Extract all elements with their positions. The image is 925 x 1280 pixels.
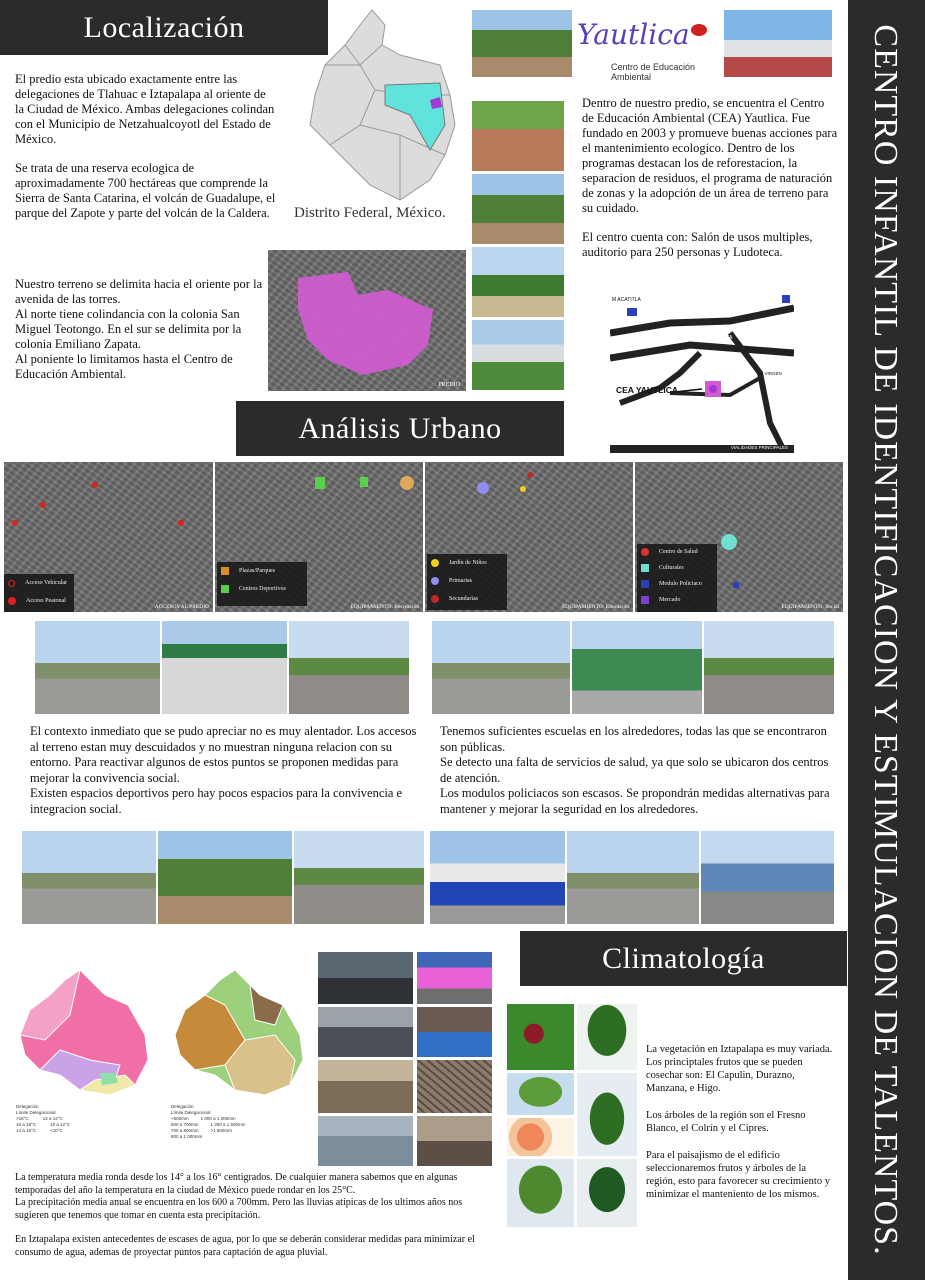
- veg-p1: La vegetación en Iztapalapa es muy variada. Los principtales frutos que se pueden cosechar son: El Capulin, Durazno, Manzana, e Higo.: [646, 1044, 833, 1094]
- panel-caption: ACCESOS AL PREDIO: [154, 604, 209, 610]
- street-photo: [704, 621, 834, 714]
- legend-row: [217, 580, 307, 598]
- temp-legend-item: Límite Delegacional: [16, 1110, 56, 1115]
- roads-label-zaragoza: ZARAGOZA: [705, 335, 733, 341]
- photo-cea-2: [472, 101, 564, 171]
- analisis-left-p1: El contexto inmediato que se pudo apreciar no es muy alentador. Los accesos al terreno estan muy descuidados y no muestran ninguna relacion con su entorno. Para reactivar algunos de estos puntos se proponen medidas para mejorar la convivencia social.: [30, 724, 417, 785]
- legend-label: Acceso Vehicular: [25, 580, 68, 586]
- photo-cea-3: [472, 174, 564, 244]
- analysis-panel-recreacion: [215, 462, 423, 612]
- photo-cea-5: [472, 320, 564, 390]
- park-marker: [360, 477, 368, 487]
- photo-cea-1: [472, 10, 572, 77]
- tree-photo: [577, 1004, 637, 1070]
- legend-row: [427, 554, 507, 572]
- rain-legend-item: 700 a 800mm: [171, 1128, 199, 1133]
- rain-photo: [318, 1007, 413, 1057]
- rain-legend-item: 1 300 a 1 500mm: [210, 1122, 246, 1127]
- street-photo: [158, 831, 292, 924]
- legend-swatch: [431, 595, 439, 603]
- legend-swatch: [221, 585, 229, 593]
- terreno-line-2: Al norte tiene colindancia con la colonia San Miguel Teotongo. En el sur se delimita por la colonia Emiliano Zapata.: [15, 307, 242, 351]
- rain-legend-item: <600mm: [171, 1116, 189, 1121]
- yautlica-logo-text: Yautlica: [577, 18, 690, 51]
- photo-cea-building: [724, 10, 832, 77]
- street-photo: [567, 831, 699, 924]
- analysis-panel-educacion: [425, 462, 633, 612]
- predio-satellite: [268, 250, 466, 391]
- legend-row: [4, 592, 74, 610]
- flood-photo: [318, 1060, 413, 1113]
- legend-label: Jardín de Niños: [449, 560, 487, 566]
- fruit-tree-photo: [507, 1073, 574, 1115]
- localizacion-text: [15, 72, 277, 235]
- legend-label: Acceso Peatonal: [26, 598, 66, 604]
- flood-photo: [318, 1116, 413, 1166]
- veg-p2: Los árboles de la región son el Fresno Blanco, el Colrín y el Cipres.: [646, 1110, 806, 1134]
- drought-photo: [417, 1060, 492, 1113]
- temp-legend-item: 16 a 18°C: [16, 1122, 37, 1127]
- street-photo: [22, 831, 156, 924]
- school-marker: [520, 486, 526, 492]
- legend-row: [4, 574, 74, 592]
- legend-row: [637, 560, 717, 576]
- yautlica-text: [582, 96, 838, 274]
- police-marker: [733, 582, 739, 588]
- legend-label: Centros Deportivos: [239, 586, 286, 592]
- health-cross-icon: [641, 548, 649, 556]
- df-map: [290, 5, 470, 205]
- temp-legend-item: 14 a 16°C: [16, 1128, 37, 1133]
- temperature-map: [10, 965, 160, 1165]
- df-map-caption: Distrito Federal, México.: [294, 205, 446, 221]
- localizacion-p1: El predio esta ubicado exactamente entre las delegaciones de Tlahuac e Iztapalapa al oriente de la Ciudad de México. Ambas delegaciones colindan con el Municipio de Netzahualcoyotl del Estado de México.: [15, 72, 275, 146]
- street-photo: [162, 621, 287, 714]
- legend-row: [637, 544, 717, 560]
- rain-legend-item: 800 a 1 000mm: [171, 1134, 203, 1139]
- culture-marker: [721, 534, 737, 550]
- rain-photo: [318, 952, 413, 1004]
- water-photo: [417, 1007, 492, 1057]
- temp-legend-item: 12 a 14°C: [42, 1116, 63, 1121]
- legend-label: Secundarias: [449, 596, 478, 602]
- legend-swatch: [641, 580, 649, 588]
- panel-caption: EQUIPAMIENTO: Educación: [561, 604, 629, 610]
- ladybug-icon: [691, 24, 707, 36]
- street-photo: [294, 831, 424, 924]
- analysis-panel-social: [635, 462, 843, 612]
- park-marker: [400, 476, 414, 490]
- sidebar-title: CENTRO INFANTIL DE IDENTIFICACION Y ESTIMULACION DE TALENTOS.: [867, 24, 904, 1256]
- legend-social: [637, 544, 717, 612]
- roads-label-acatitla: M ACATITLA: [612, 297, 641, 303]
- roads-label-cea: CEA YAUTLICA: [616, 385, 679, 395]
- veg-p3: Para el paisajismo de el edificio seleccionaremos frutos y árboles de la región, esto para favorecer su crecimiento y minimizar el manteniento de los mismos.: [646, 1150, 830, 1200]
- access-marker: [40, 502, 46, 508]
- legend-label: Modulo Policiaco: [659, 581, 702, 587]
- temp-p3: En Iztapalapa existen antecedentes de escases de agua, por lo que se deberán considerar medidas para minimizar el consumo de agua, ademas de proyectar puntos para captación de agua pluvial.: [15, 1234, 475, 1258]
- localizacion-p2: Se trata de una reserva ecologica de aproximadamente 700 hectáreas que comprende la Sierra de Santa Catarina, el volcán de Guadalupe, el parque del Zapote y parte del volcán de la Caldera.: [15, 161, 276, 220]
- peach-photo: [507, 1118, 574, 1156]
- cypress-photo: [577, 1073, 637, 1156]
- legend-row: [637, 592, 717, 608]
- temperature-text: [15, 1172, 495, 1259]
- terreno-line-1: Nuestro terreno se delimita hacia el oriente por la avenida de las torres.: [15, 277, 263, 306]
- temp-legend-item: <10°C: [50, 1128, 63, 1133]
- rain-photo: [417, 1116, 492, 1166]
- legend-label: Primarias: [449, 578, 472, 584]
- legend-label: Centro de Salud: [659, 549, 698, 555]
- legend-label: Culturales: [659, 565, 684, 571]
- analisis-text-right: [440, 724, 840, 817]
- rain-legend-item: 600 a 700mm: [171, 1122, 199, 1127]
- tree-photo: [577, 1159, 637, 1227]
- yautlica-logo: [573, 10, 721, 82]
- panel-caption: EQUIPAMIENTO: Social: [781, 604, 839, 610]
- legend-swatch: [8, 580, 15, 587]
- terreno-text: [15, 277, 265, 382]
- temp-legend-item: 10 a 12°C: [50, 1122, 71, 1127]
- roads-map: [610, 293, 794, 453]
- street-photo: [430, 831, 565, 924]
- temp-legend: [16, 1104, 160, 1134]
- school-marker: [477, 482, 489, 494]
- legend-educacion: [427, 554, 507, 610]
- park-marker: [315, 477, 325, 489]
- street-photo: [289, 621, 409, 714]
- legend-label: Plazas/Parques: [239, 568, 275, 574]
- rain-legend-item: 1 000 a 1 300mm: [200, 1116, 236, 1121]
- rain-legend-item: Delegación: [171, 1104, 194, 1109]
- access-marker: [12, 520, 18, 526]
- temp-legend-item: Delegación: [16, 1104, 39, 1109]
- yautlica-p2: El centro cuenta con: Salón de usos multiples, auditorio para 250 personas y Ludoteca.: [582, 230, 813, 259]
- access-marker: [178, 520, 184, 526]
- analysis-panel-accesos: [4, 462, 213, 612]
- protest-photo: [417, 952, 492, 1004]
- street-photo: [572, 621, 702, 714]
- analisis-text-left: [30, 724, 420, 817]
- legend-swatch: [8, 597, 16, 605]
- access-marker: [92, 482, 98, 488]
- legend-row: [637, 576, 717, 592]
- roads-map-footer: VIALIDADES PRINCIPALES: [730, 445, 788, 450]
- street-photo: [701, 831, 834, 924]
- legend-swatch: [431, 577, 439, 585]
- legend-row: [427, 590, 507, 608]
- clima-heading: Climatología: [520, 931, 847, 986]
- predio-label: PREDIO: [438, 382, 460, 388]
- school-marker: [527, 472, 533, 478]
- rain-map: [165, 965, 313, 1165]
- legend-row: [427, 572, 507, 590]
- legend-swatch: [641, 596, 649, 604]
- roads-label-virgen: LA VIRGEN: [758, 371, 782, 376]
- analisis-left-p2: Existen espacios deportivos pero hay pocos espacios para la convivencia e integracion social.: [30, 786, 403, 816]
- legend-swatch: [221, 567, 229, 575]
- analisis-right-p3: Los modulos policiacos son escasos. Se propondrán medidas alternativas para mantener y mejorar la seguridad en los alrededores.: [440, 786, 830, 816]
- rain-legend-item: Límite Delegacional: [171, 1110, 211, 1115]
- legend-label: Mercado: [659, 597, 681, 603]
- legend-row: [217, 562, 307, 580]
- legend-recreacion: [217, 562, 307, 606]
- yautlica-p1: Dentro de nuestro predio, se encuentra el Centro de Educación Ambiental (CEA) Yautlica. Fue fundado en 2003 y promueve buenas acciones para el mantenimiento ecologico. Dentro de los programas destacan los de reforestacion, la separacion de residuos, el programa de naturación de zonas y la adopción de un área de terreno para su cuidado.: [582, 96, 838, 215]
- vegetation-text: [646, 1043, 836, 1215]
- legend-accesos: [4, 574, 74, 612]
- localizacion-heading: Localización: [0, 0, 328, 55]
- tree-photo: [507, 1159, 574, 1227]
- panel-caption: EQUIPAMIENTO: Recreación: [350, 604, 419, 610]
- street-photo: [35, 621, 160, 714]
- analisis-heading: Análisis Urbano: [236, 401, 564, 456]
- terreno-line-3: Al poniente lo limitamos hasta el Centro de Educación Ambiental.: [15, 352, 233, 381]
- rain-legend: [171, 1104, 313, 1140]
- analisis-right-p2: Se detecto una falta de servicios de salud, ya que solo se ubicaron dos centros de atención.: [440, 755, 829, 785]
- temp-p2: La precipitación media anual se encuentra en los 600 a 700mm. Pero las lluvias atipicas de los ultimos años nos sugieren que tenemos que tomar en cuenta esta precipitación.: [15, 1197, 463, 1221]
- analisis-right-p1: Tenemos suficientes escuelas en los alrededores, todas las que se encontraron son públicas.: [440, 724, 827, 754]
- temp-legend-item: >18°C: [16, 1116, 29, 1121]
- temp-p1: La temperatura media ronda desde los 14° a los 16° centigrados. De cualquier manera sabemos que en algunas temporadas del año la temperatura en la ciudad de México puede rondar en los 25°C.: [15, 1172, 458, 1196]
- street-photo: [432, 621, 570, 714]
- yautlica-logo-subtitle: Centro de Educación Ambiental: [611, 62, 696, 82]
- photo-cea-4: [472, 247, 564, 317]
- rain-legend-item: >1 500mm: [210, 1128, 232, 1133]
- legend-swatch: [431, 559, 439, 567]
- legend-swatch: [641, 564, 649, 572]
- capulin-photo: [507, 1004, 574, 1070]
